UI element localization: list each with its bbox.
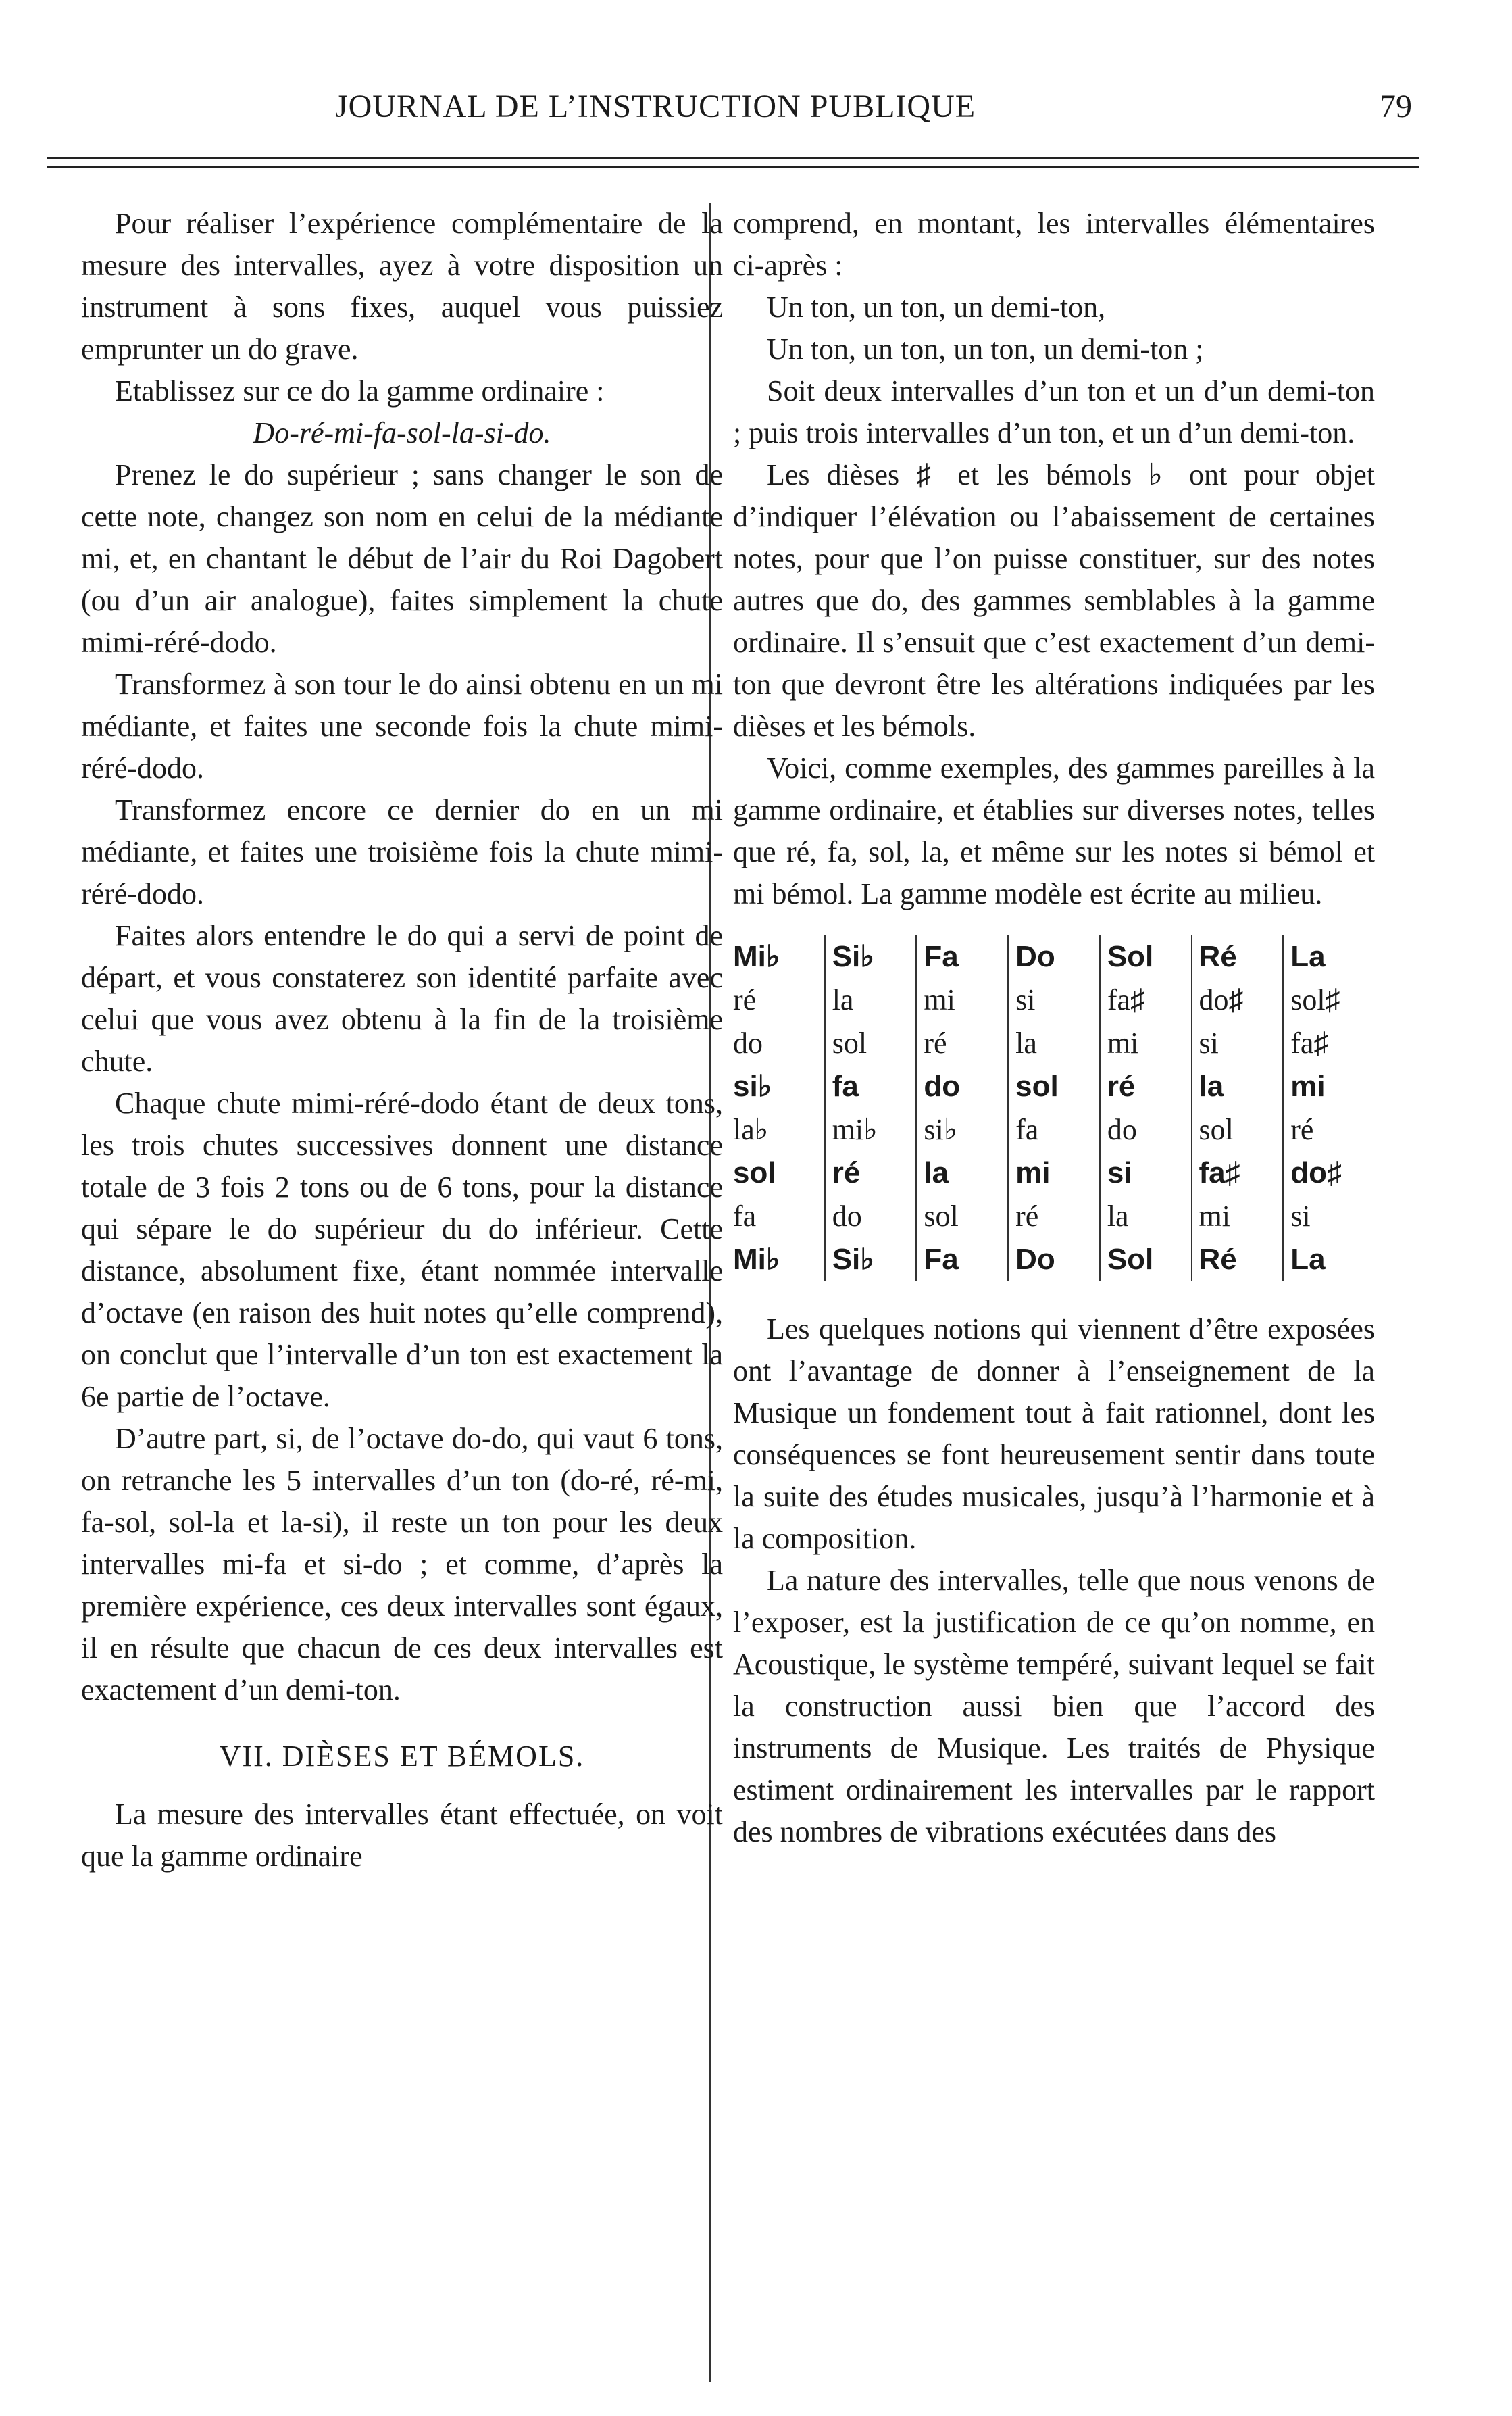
paragraph: Soit deux intervalles d’un ton et un d’un demi-ton ; puis trois intervalles d’un ton, et un d’un demi-ton. [733, 374, 1375, 449]
interval-line: Un ton, un ton, un ton, un demi-ton ; [767, 332, 1204, 366]
journal-title: JOURNAL DE L’INSTRUCTION PUBLIQUE [334, 89, 976, 124]
paragraph: Voici, comme exemples, des gammes pareilles à la gamme ordinaire, et établies sur diverses notes, telles que ré, fa, sol, la, et même sur les notes si bémol et mi bémol. La gamme modèle est écrite au milieu. [733, 751, 1375, 910]
table-cell: ré [1100, 1065, 1192, 1108]
table-cell: do [1100, 1108, 1192, 1152]
table-cell: la [916, 1152, 1008, 1195]
table-cell: mi [1192, 1195, 1284, 1238]
paragraph: Prenez le do supérieur ; sans changer le son de cette note, changez son nom en celui de la médiante mi, et, en chantant le début de l’air du Roi Dagobert (ou d’un air analogue), faites simplement la chute mimi-réré-dodo. [81, 458, 723, 659]
scale-line: Do-ré-mi-fa-sol-la-si-do. [253, 416, 551, 449]
table-cell: mi [1100, 1022, 1192, 1065]
table-cell: la [1100, 1195, 1192, 1238]
paragraph: Transformez encore ce dernier do en un mi médiante, et faites une troisième fois la chute mimi-réré-dodo. [81, 793, 723, 910]
page-header [61, 88, 1412, 149]
table-cell: fa♯ [1100, 979, 1192, 1022]
table-cell: do [916, 1065, 1008, 1108]
table-cell: fa♯ [1283, 1022, 1375, 1065]
table-cell: sol [825, 1022, 917, 1065]
table-cell: Mi♭ [733, 940, 780, 973]
table-cell: la [1192, 1065, 1284, 1108]
right-column [733, 203, 1375, 1853]
paragraph: D’autre part, si, de l’octave do-do, qui vaut 6 tons, on retranche les 5 intervalles d’un ton (do-ré, ré-mi, fa-sol, sol-la et la-si), il reste un ton pour les deux intervalles mi-fa et si-do ; et comme, d’après la première expérience, ces deux intervalles sont égaux, il en résulte que chacun de ces deux intervalles est exactement d’un demi-ton. [81, 1422, 723, 1706]
table-row [733, 1108, 1375, 1152]
table-cell: La [1283, 1238, 1375, 1281]
table-cell: mi♭ [825, 1108, 917, 1152]
paragraph: Les dièses ♯ et les bémols ♭ ont pour objet d’indiquer l’élévation ou l’abaissement de certaines notes, pour que l’on puisse constituer, sur des notes autres que do, des gammes semblables à la gamme ordinaire. Il s’ensuit que c’est exactement d’un demi-ton que devront être les altérations indiquées par les dièses et les bémols. [733, 458, 1375, 743]
table-cell: fa [1008, 1108, 1100, 1152]
table-cell: la♭ [733, 1113, 769, 1146]
table-cell: si [1008, 979, 1100, 1022]
table-cell: sol [1008, 1065, 1100, 1108]
table-row [733, 1022, 1375, 1065]
table-cell: Sol [1100, 1238, 1192, 1281]
table-cell: sol [733, 1156, 776, 1189]
table-cell: si♭ [916, 1108, 1008, 1152]
table-cell: ré [825, 1152, 917, 1195]
table-cell: do [825, 1195, 917, 1238]
header-rule-bottom [47, 166, 1419, 168]
table-cell: fa♯ [1192, 1152, 1284, 1195]
table-row [733, 935, 1375, 979]
paragraph: La mesure des intervalles étant effectuée, on voit que la gamme ordinaire [81, 1798, 723, 1873]
table-row [733, 979, 1375, 1022]
table-cell: Fa [916, 1238, 1008, 1281]
table-row [733, 1238, 1375, 1281]
table-cell: Do [1008, 935, 1100, 979]
table-cell: Mi♭ [733, 1243, 780, 1276]
table-cell: ré [1008, 1195, 1100, 1238]
table-cell: Ré [1192, 935, 1284, 979]
table-cell: ré [916, 1022, 1008, 1065]
paragraph: Chaque chute mimi-réré-dodo étant de deux tons, les trois chutes successives donnent une distance totale de 3 fois 2 tons ou de 6 tons, pour la distance qui sépare le do supérieur du do inférieur. Cette distance, absolument fixe, étant nommée intervalle d’octave (en raison des huit notes qu’elle comprend), on conclut que l’intervalle d’un ton est exactement la 6e partie de l’octave. [81, 1087, 723, 1413]
table-cell: sol [916, 1195, 1008, 1238]
table-cell: sol [1192, 1108, 1284, 1152]
table-cell: do♯ [1192, 979, 1284, 1022]
section-heading: VII. DIÈSES ET BÉMOLS. [219, 1740, 585, 1773]
paragraph: Faites alors entendre le do qui a servi de point de départ, et vous constaterez son identité parfaite avec celui que vous avez obtenu à la fin de la troisième chute. [81, 919, 723, 1078]
header-rule-top [47, 157, 1419, 159]
table-cell: fa [733, 1200, 757, 1233]
table-cell: si [1100, 1152, 1192, 1195]
table-cell: la [1008, 1022, 1100, 1065]
paragraph: Etablissez sur ce do la gamme ordinaire : [115, 374, 605, 408]
table-cell: Si♭ [825, 1238, 917, 1281]
table-cell: si [1283, 1195, 1375, 1238]
table-cell: Sol [1100, 935, 1192, 979]
paragraph: comprend, en montant, les intervalles élémentaires ci-après : [733, 207, 1375, 282]
page-number: 79 [1380, 89, 1412, 124]
table-cell: si♭ [733, 1070, 772, 1103]
table-cell: Ré [1192, 1238, 1284, 1281]
table-cell: La [1283, 935, 1375, 979]
interval-line: Un ton, un ton, un demi-ton, [767, 291, 1106, 324]
table-cell: do [733, 1027, 763, 1060]
table-cell: si [1192, 1022, 1284, 1065]
paragraph: Les quelques notions qui viennent d’être exposées ont l’avantage de donner à l’enseignement de la Musique un fondement tout à fait rationnel, dont les conséquences se font heureusement sentir dans toute la suite des études musicales, jusqu’à l’harmonie et à la composition. [733, 1312, 1375, 1555]
scales-table [733, 935, 1375, 1281]
table-cell: la [825, 979, 917, 1022]
table-cell: ré [1283, 1108, 1375, 1152]
table-cell: mi [916, 979, 1008, 1022]
table-cell: mi [1008, 1152, 1100, 1195]
table-row [733, 1195, 1375, 1238]
table-cell: Si♭ [825, 935, 917, 979]
table-cell: sol♯ [1283, 979, 1375, 1022]
table-cell: do♯ [1283, 1152, 1375, 1195]
table-cell: ré [733, 983, 757, 1016]
left-column [81, 203, 723, 1877]
table-cell: Do [1008, 1238, 1100, 1281]
paragraph: Transformez à son tour le do ainsi obtenu en un mi médiante, et faites une seconde fois la chute mimi-réré-dodo. [81, 668, 723, 785]
table-cell: fa [825, 1065, 917, 1108]
table-row [733, 1152, 1375, 1195]
table-row [733, 1065, 1375, 1108]
paragraph: La nature des intervalles, telle que nous venons de l’exposer, est la justification de ce qu’on nomme, en Acoustique, le système tempéré, suivant lequel se fait la construction aussi bien que l’accord des instruments de Musique. Les traités de Physique estiment ordinairement les intervalles par le rapport des nombres de vibrations exécutées dans des [733, 1564, 1375, 1848]
paragraph: Pour réaliser l’expérience complémentaire de la mesure des intervalles, ayez à votre disposition un instrument à sons fixes, auquel vous puissiez emprunter un do grave. [81, 207, 723, 366]
table-cell: Fa [916, 935, 1008, 979]
table-cell: mi [1283, 1065, 1375, 1108]
